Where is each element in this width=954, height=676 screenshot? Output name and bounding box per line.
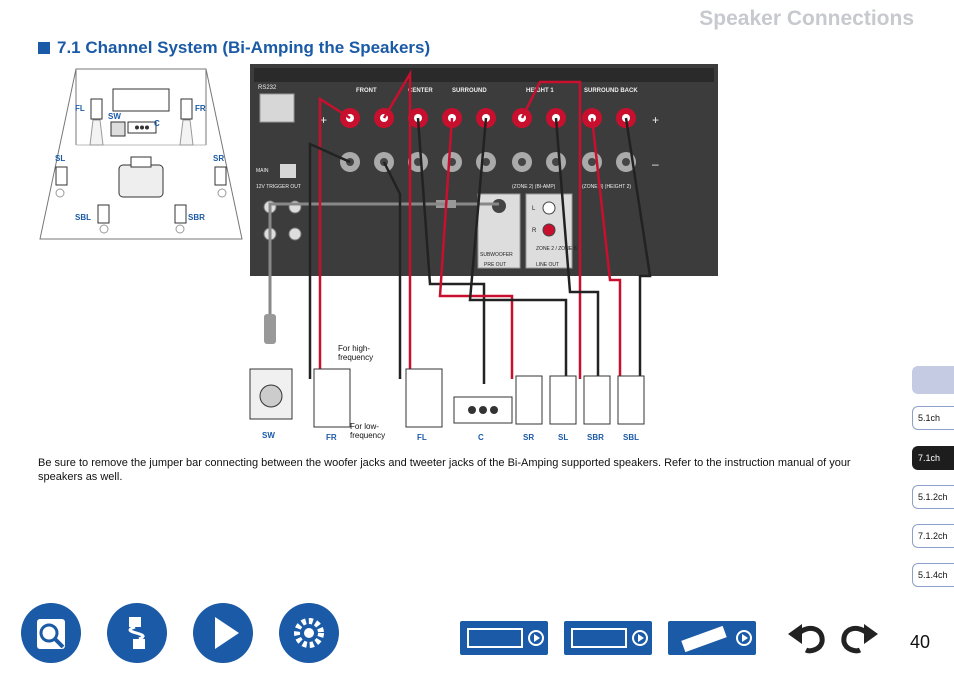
subwoofer-label: SUBWOOFER <box>480 252 513 258</box>
surround-back-label: SURROUND BACK <box>584 88 638 94</box>
back-arrow-icon[interactable] <box>786 620 828 656</box>
main-label: MAIN <box>256 168 269 174</box>
minus-sign-right: – <box>652 157 659 171</box>
remote-control-icon[interactable] <box>668 621 756 655</box>
trigger-out-label: 12V TRIGGER OUT <box>256 184 301 190</box>
input-device-icon[interactable] <box>564 621 652 655</box>
settings-gear-icon[interactable] <box>279 603 339 663</box>
surround-label: SURROUND <box>452 88 487 94</box>
page-header-title: Speaker Connections <box>699 7 914 30</box>
tab-5-1ch[interactable]: 5.1ch <box>912 406 954 430</box>
rca-plug-subwoofer <box>264 314 276 344</box>
room-label-sw: SW <box>108 112 121 121</box>
sofa-icon <box>119 165 163 197</box>
forward-arrow-icon[interactable] <box>838 620 880 656</box>
room-label-fl: FL <box>75 104 85 113</box>
speaker-label-c: C <box>478 433 484 442</box>
play-icon[interactable] <box>193 603 253 663</box>
fl-speaker-icon <box>91 99 102 119</box>
room-label-sr: SR <box>213 154 225 163</box>
wiring-diagram <box>240 64 720 446</box>
speaker-label-fr: FR <box>326 433 337 442</box>
speaker-label-fl: FL <box>417 433 427 442</box>
fr-speaker-icon <box>181 99 192 119</box>
sr-speaker-diagram-icon <box>516 376 542 424</box>
subwoofer-icon <box>111 122 125 136</box>
cable-connection-icon[interactable] <box>107 603 167 663</box>
room-label-c: C <box>154 119 160 128</box>
rs232-port <box>260 94 294 122</box>
sr-speaker-icon <box>215 167 226 185</box>
front-label: FRONT <box>356 88 377 94</box>
speaker-label-sbr: SBR <box>587 433 604 442</box>
speaker-label-sbl: SBL <box>623 433 639 442</box>
speaker-label-sw: SW <box>262 431 275 440</box>
speaker-label-sr: SR <box>523 433 535 442</box>
zone3-height2-label: (ZONE 3) (HEIGHT 2) <box>582 184 632 190</box>
center-label: CENTER <box>408 88 433 94</box>
low-frequency-note: For low-frequency <box>350 422 386 440</box>
instruction-note: Be sure to remove the jumper bar connecting between the woofer jacks and tweeter jacks of the Bi-Amping supported speakers. Refer to the instruction manual of your speakers as well. <box>38 457 851 483</box>
section-title-text: 7.1 Channel System (Bi-Amping the Speakers) <box>57 38 431 57</box>
room-label-sbr: SBR <box>188 213 205 222</box>
tab-5-1-4ch[interactable]: 5.1.4ch <box>912 563 954 587</box>
plus-sign-left: + <box>320 113 328 127</box>
sbl-speaker-icon <box>98 205 109 223</box>
sbr-speaker-diagram-icon <box>584 376 610 424</box>
sbr-speaker-icon <box>175 205 186 223</box>
sbl-speaker-diagram-icon <box>618 376 644 424</box>
side-tab-blank <box>912 366 954 394</box>
av-receiver-icon[interactable] <box>460 621 548 655</box>
sl-speaker-diagram-icon <box>550 376 576 424</box>
tab-7-1ch[interactable]: 7.1ch <box>912 446 954 470</box>
plus-sign-right: + <box>652 113 660 127</box>
height1-label: HEIGHT 1 <box>526 88 554 94</box>
fl-speaker-biamp-icon <box>406 369 442 427</box>
tab-5-1-2ch[interactable]: 5.1.2ch <box>912 485 954 509</box>
room-label-sl: SL <box>55 154 66 163</box>
speaker-label-sl: SL <box>558 433 569 442</box>
sl-speaker-icon <box>56 167 67 185</box>
main-switch <box>280 164 296 178</box>
tab-7-1-2ch[interactable]: 7.1.2ch <box>912 524 954 548</box>
line-out-l-label: L <box>532 206 536 212</box>
room-label-sbl: SBL <box>75 213 91 222</box>
section-bullet-icon <box>38 42 50 54</box>
fr-speaker-biamp-icon <box>314 369 350 427</box>
high-frequency-note: For high-frequency <box>338 344 374 362</box>
line-out-r-label: R <box>532 228 537 234</box>
section-title <box>38 38 430 58</box>
pre-out-label: PRE OUT <box>484 262 507 268</box>
zone2-zoneb-label: ZONE 2 / ZONE B <box>536 246 577 252</box>
line-out-label: LINE OUT <box>536 262 560 268</box>
tv-icon <box>113 89 169 111</box>
manual-book-icon[interactable] <box>21 603 81 663</box>
room-label-fr: FR <box>195 104 206 113</box>
room-layout-diagram <box>38 65 244 245</box>
page-number: 40 <box>909 632 930 652</box>
rs232-label: RS232 <box>258 85 277 91</box>
zone2-biamp-label: (ZONE 2) (BI-AMP) <box>512 184 556 190</box>
